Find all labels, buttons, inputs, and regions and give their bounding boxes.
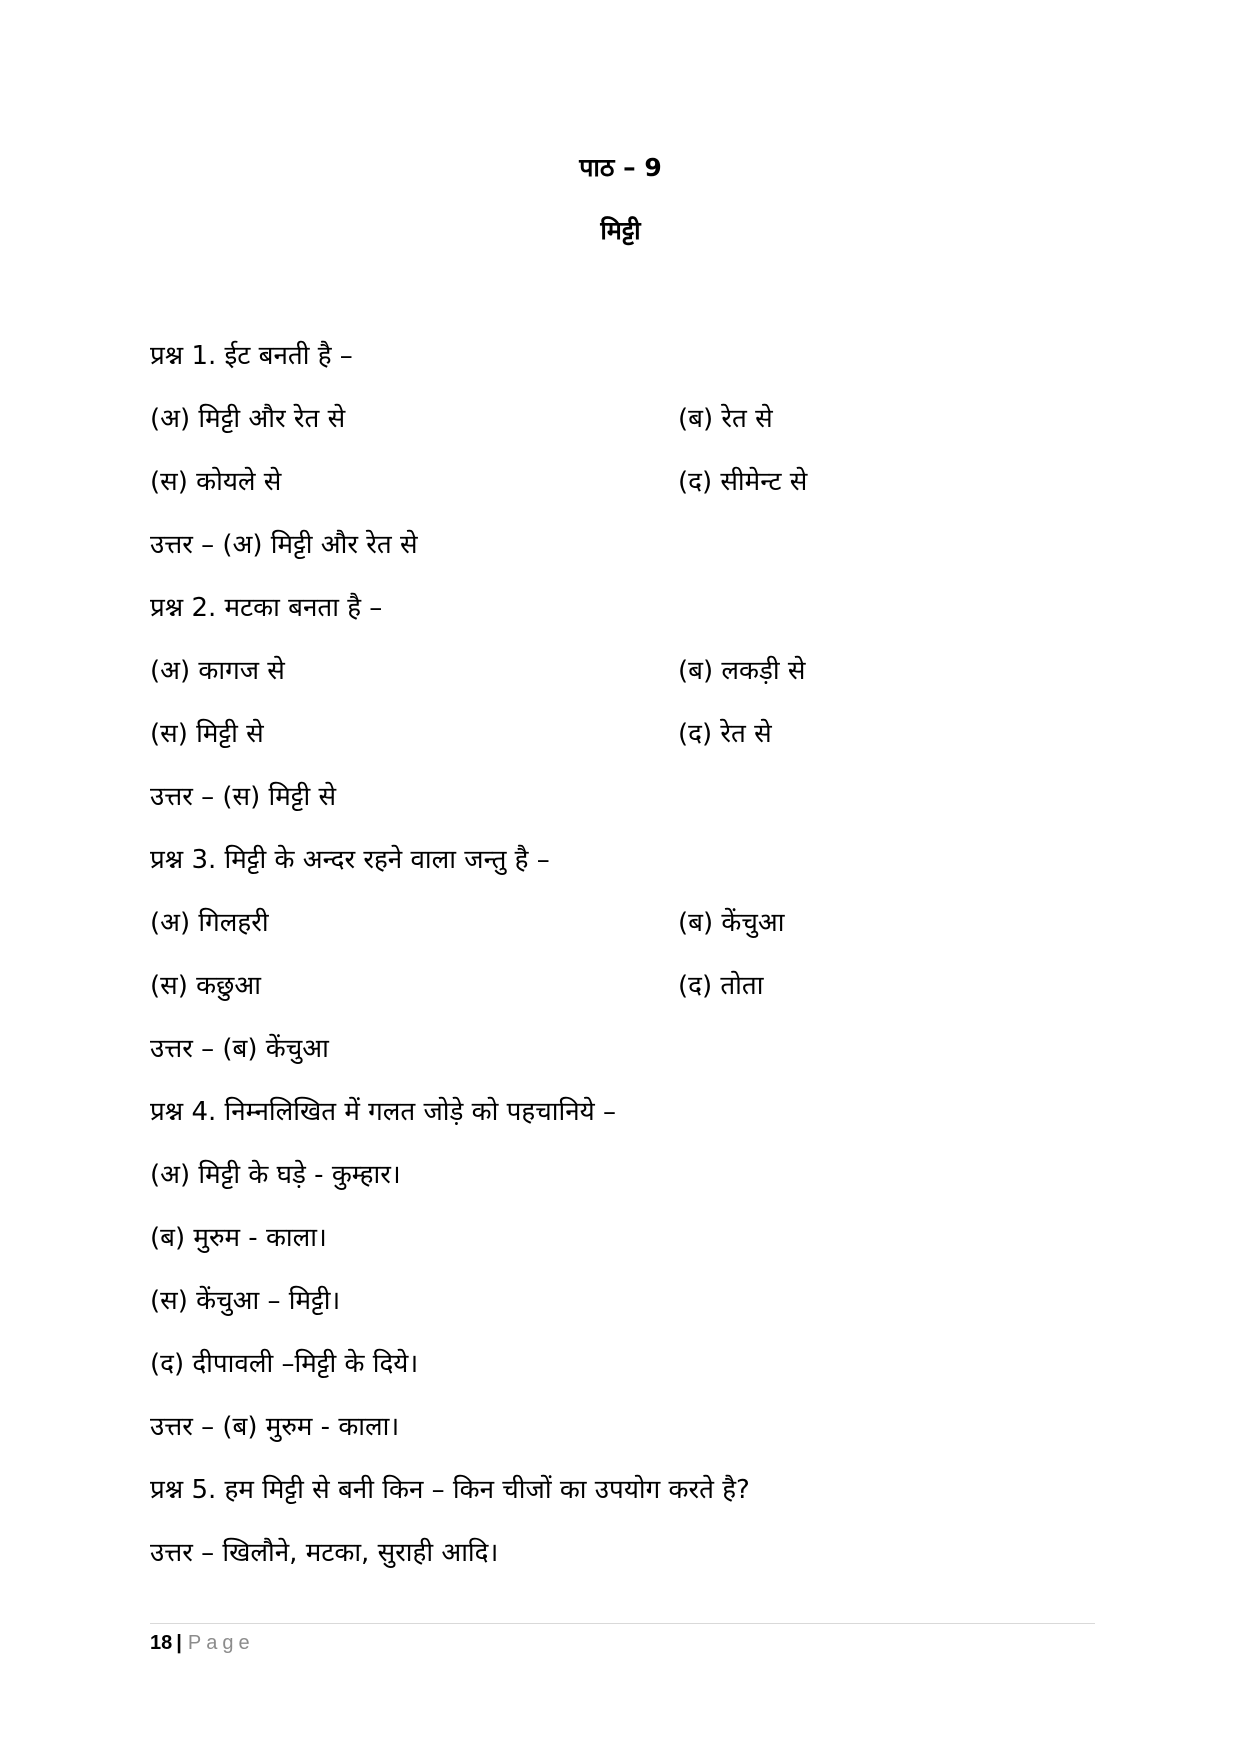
- answer-1: उत्तर – (अ) मिट्टी और रेत से: [150, 530, 418, 560]
- option-c: (स) कछुआ: [150, 971, 261, 1001]
- answer-5: उत्तर – खिलौने, मटका, सुराही आदि।: [150, 1538, 499, 1568]
- option-a: (अ) मिट्टी और रेत से: [150, 404, 346, 434]
- footer-divider: [150, 1623, 1095, 1624]
- option-c: (स) मिट्टी से: [150, 719, 264, 749]
- option-row: [150, 968, 1100, 1031]
- question-2: प्रश्न 2. मटका बनता है –: [150, 593, 383, 623]
- option-row: [150, 401, 1100, 464]
- option-row: [150, 905, 1100, 968]
- question-4: प्रश्न 4. निम्नलिखित में गलत जोड़े को पहचानिये –: [150, 1097, 616, 1127]
- question-3: प्रश्न 3. मिट्टी के अन्दर रहने वाला जन्तु है –: [150, 845, 550, 875]
- page-number: 18: [150, 1632, 173, 1654]
- page-footer: [150, 1630, 255, 1656]
- option-d: (द) सीमेन्ट से: [678, 467, 808, 497]
- option-row: [150, 653, 1100, 716]
- question-1: प्रश्न 1. ईट बनती है –: [150, 341, 353, 371]
- option-b: (ब) केंचुआ: [678, 908, 785, 938]
- option-d: (द) रेत से: [678, 719, 772, 749]
- question-5: प्रश्न 5. हम मिट्टी से बनी किन – किन चीजों का उपयोग करते है?: [150, 1475, 750, 1505]
- option-c: (स) कोयले से: [150, 467, 282, 497]
- answer-3: उत्तर – (ब) केंचुआ: [150, 1034, 329, 1064]
- answer-2: उत्तर – (स) मिट्टी से: [150, 782, 337, 812]
- option-a: (अ) कागज से: [150, 656, 285, 686]
- footer-separator: |: [176, 1632, 182, 1654]
- lesson-number: पाठ – 9: [579, 153, 662, 182]
- option-b: (ब) लकड़ी से: [678, 656, 806, 686]
- option-row: [150, 464, 1100, 527]
- option-a: (अ) मिट्टी के घड़े - कुम्हार।: [150, 1160, 401, 1190]
- option-b: (ब) मुरुम - काला।: [150, 1223, 327, 1253]
- answer-4: उत्तर – (ब) मुरुम - काला।: [150, 1412, 400, 1442]
- option-row: [150, 716, 1100, 779]
- option-a: (अ) गिलहरी: [150, 908, 269, 938]
- question-list: [150, 338, 1100, 1598]
- option-d: (द) दीपावली –मिट्टी के दिये।: [150, 1349, 419, 1379]
- option-b: (ब) रेत से: [678, 404, 773, 434]
- page-label: Page: [187, 1632, 255, 1654]
- option-d: (द) तोता: [678, 971, 764, 1001]
- lesson-title: मिट्टी: [600, 216, 641, 245]
- option-c: (स) केंचुआ – मिट्टी।: [150, 1286, 341, 1316]
